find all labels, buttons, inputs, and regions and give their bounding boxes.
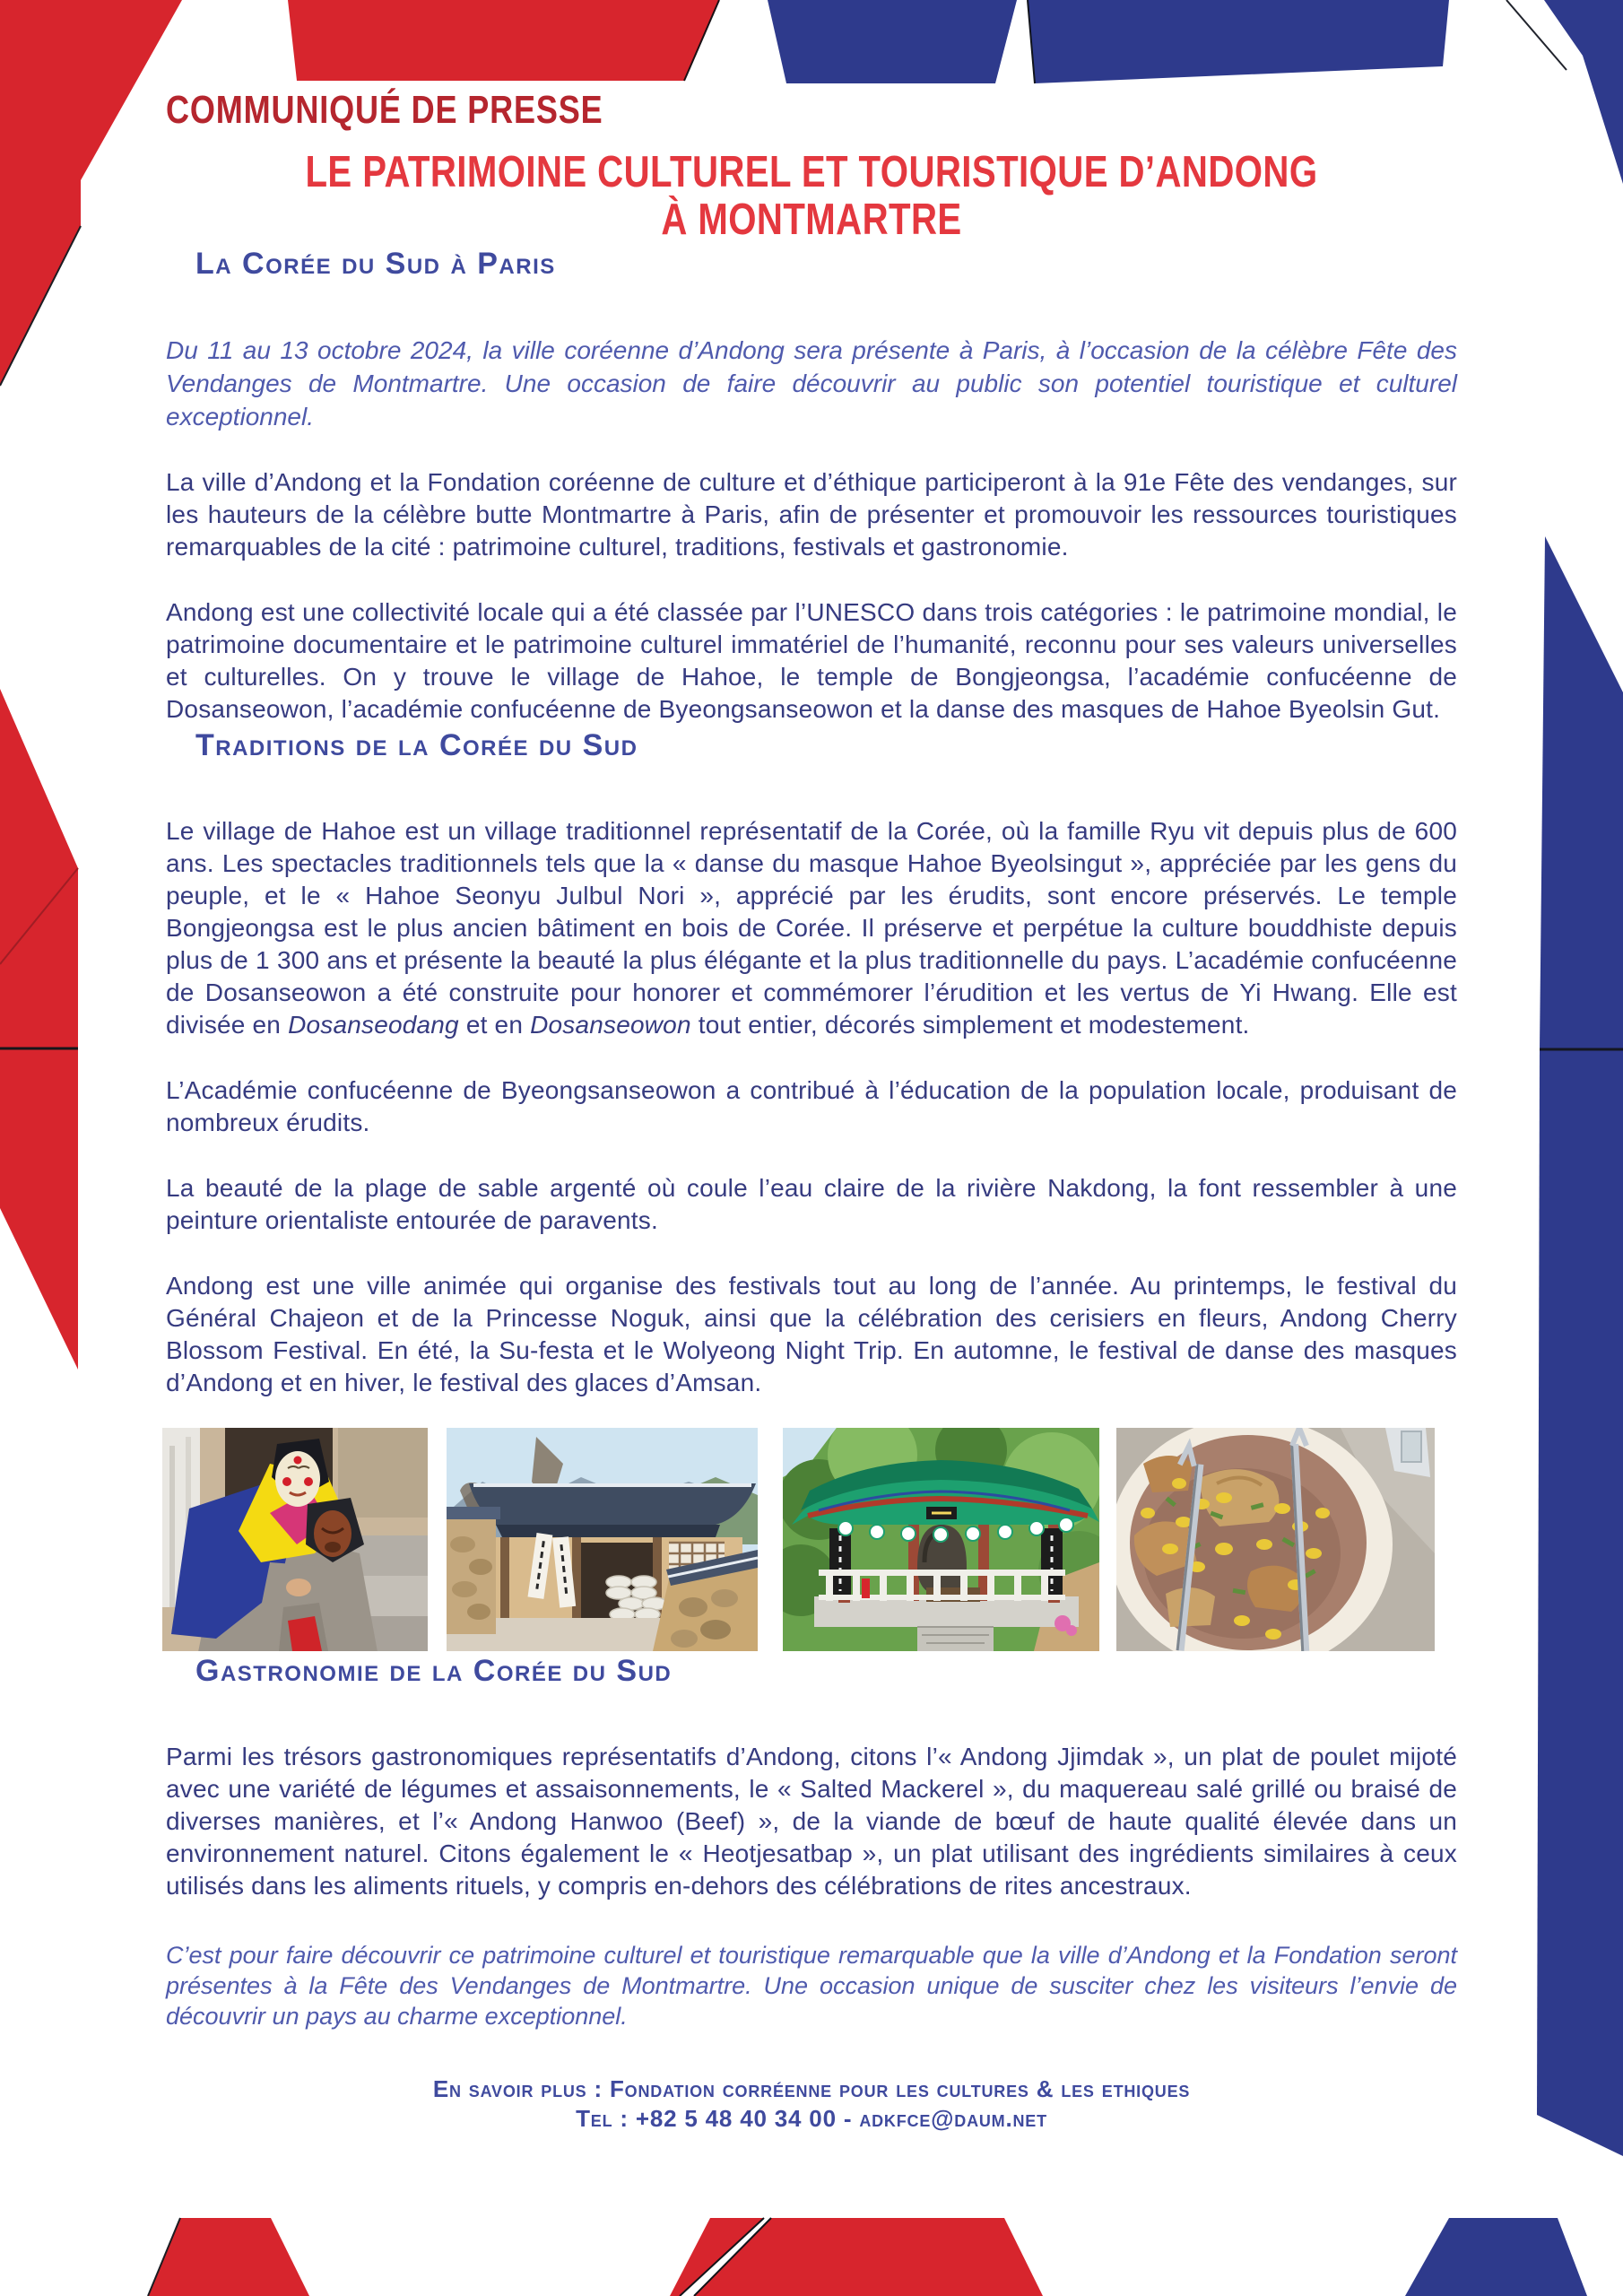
paragraph-andong-fondation: La ville d’Andong et la Fondation coréenne de culture et d’éthique participeront à la 91e Fête des vendanges, sur les hauteurs de la célèbre butte Montmartre à Paris, afin de présenter et promouvoir les ressources touristiques remarquables de la cité : patrimoine culturel, traditions, festivals et gastronomie. (166, 468, 1457, 561)
section-heading-korea-in-paris: La Corée du Sud à Paris (195, 247, 556, 281)
paragraph-festivals: Andong est une ville animée qui organise des festivals tout au long de l’année. Au printemps, le festival du Général Chajeon et de la Princesse Noguk, ainsi que la célébration des cerisiers en fleurs, Andong Cherry Blossom Festival. En été, la Su-festa et le Wolyeong Night Trip. En automne, le festival de danse des masques d’Andong et en hiver, le festival des glaces d’Amsan. (166, 1272, 1457, 1396)
footer-organisation-line: En savoir plus : Fondation corréenne pour les cultures & les ethiques (432, 2075, 1191, 2102)
andong-jjimdak-dish-photo (1116, 1428, 1435, 1651)
press-release-kicker: COMMUNIQUÉ DE PRESSE (166, 88, 603, 132)
contact-footer (166, 2074, 1457, 2134)
bongjeongsa-bell-pavilion-photo (783, 1428, 1099, 1651)
paragraph-hahoe-village: Le village de Hahoe est un village traditionnel représentatif de la Corée, où la famille Ryu vit depuis plus de 600 ans. Les spectacles traditionnels tels que la « danse du masque Hahoe Byeolsingut », appréciée par les gens du peuple, et le « Hahoe Seonyu Julbul Nori », apprécié par les érudits, sont encore préservés. Le temple Bongjeongsa est le plus ancien bâtiment en bois de Corée. Il préserve et perpétue la culture bouddhiste depuis plus de 1 300 ans et présente la beauté la plus élégante et la plus traditionnelle du pays. L’académie confucéenne de Dosanseowon a été construite pour honorer et commémorer l’érudition et les vertus de Yi Hwang. Elle est divisée en Dosanseodang et en Dosanseowon tout entier, décorés simplement et modestement. (166, 817, 1457, 1039)
paragraph-byeongsanseowon: L’Académie confucéenne de Byeongsanseowon a contribué à l’éducation de la population locale, produisant de nombreux érudits. (166, 1076, 1457, 1136)
paragraph-unesco: Andong est une collectivité locale qui a été classée par l’UNESCO dans trois catégories : le patrimoine mondial, le patrimoine documentaire et le patrimoine culturel immatériel de l’humanité, reconnu pour ses valeurs universelles et culturelles. On y trouve le village de Hahoe, le temple de Bongjeongsa, l’académie confucéenne de Dosanseowon, l’académie confucéenne de Byeongsanseowon et la danse des masques de Hahoe Byeolsin Gut. (166, 598, 1457, 723)
hahoe-mask-dance-photo (162, 1428, 428, 1651)
section-heading-traditions: Traditions de la Corée du Sud (195, 728, 638, 762)
section-heading-gastronomie: Gastronomie de la Corée du Sud (195, 1654, 673, 1688)
document-body (166, 90, 1457, 2134)
hahoe-village-gate-photo (447, 1428, 758, 1651)
paragraph-gastronomie: Parmi les trésors gastronomiques représentatifs d’Andong, citons l’« Andong Jjimdak », un plat de poulet mijoté avec une variété de légumes et assaisonnements, le « Salted Mackerel », du maquereau salé grillé ou braisé de diverses manières, et l’« Andong Hanwoo (Beef) », de la viande de bœuf de haute qualité élevée dans un environnement naturel. Citons également le « Heotjesatbap », un plat utilisant des ingrédients similaires à ceux utilisés dans les aliments rituels, y compris en-dehors des célébrations de rites ancestraux. (166, 1743, 1457, 1900)
intro-paragraph: Du 11 au 13 octobre 2024, la ville coréenne d’Andong sera présente à Paris, à l’occasion de la célèbre Fête des Vendanges de Montmartre. Une occasion de faire découvrir au public son potentiel touristique et culturel exceptionnel. (166, 336, 1457, 430)
document-title-line1: LE PATRIMOINE CULTUREL ET TOURISTIQUE D’ANDONG (305, 148, 1318, 196)
photo-strip (166, 1428, 1457, 1651)
closing-paragraph: C’est pour faire découvrir ce patrimoine culturel et touristique remarquable que la ville d’Andong et la Fondation seront présentes à la Fête des Vendanges de Montmartre. Une occasion unique de susciter chez les visiteurs l’envie de découvrir un pays au charme exceptionnel. (166, 1942, 1457, 2030)
document-title (166, 149, 1457, 244)
document-title-line2: À MONTMARTRE (661, 196, 962, 244)
paragraph-nakdong-river: La beauté de la plage de sable argenté où coule l’eau claire de la rivière Nakdong, la font ressembler à une peinture orientaliste entourée de paravents. (166, 1174, 1457, 1234)
footer-contact-line: Tel : +82 5 48 40 34 00 - adkfce@daum.net (576, 2105, 1047, 2132)
